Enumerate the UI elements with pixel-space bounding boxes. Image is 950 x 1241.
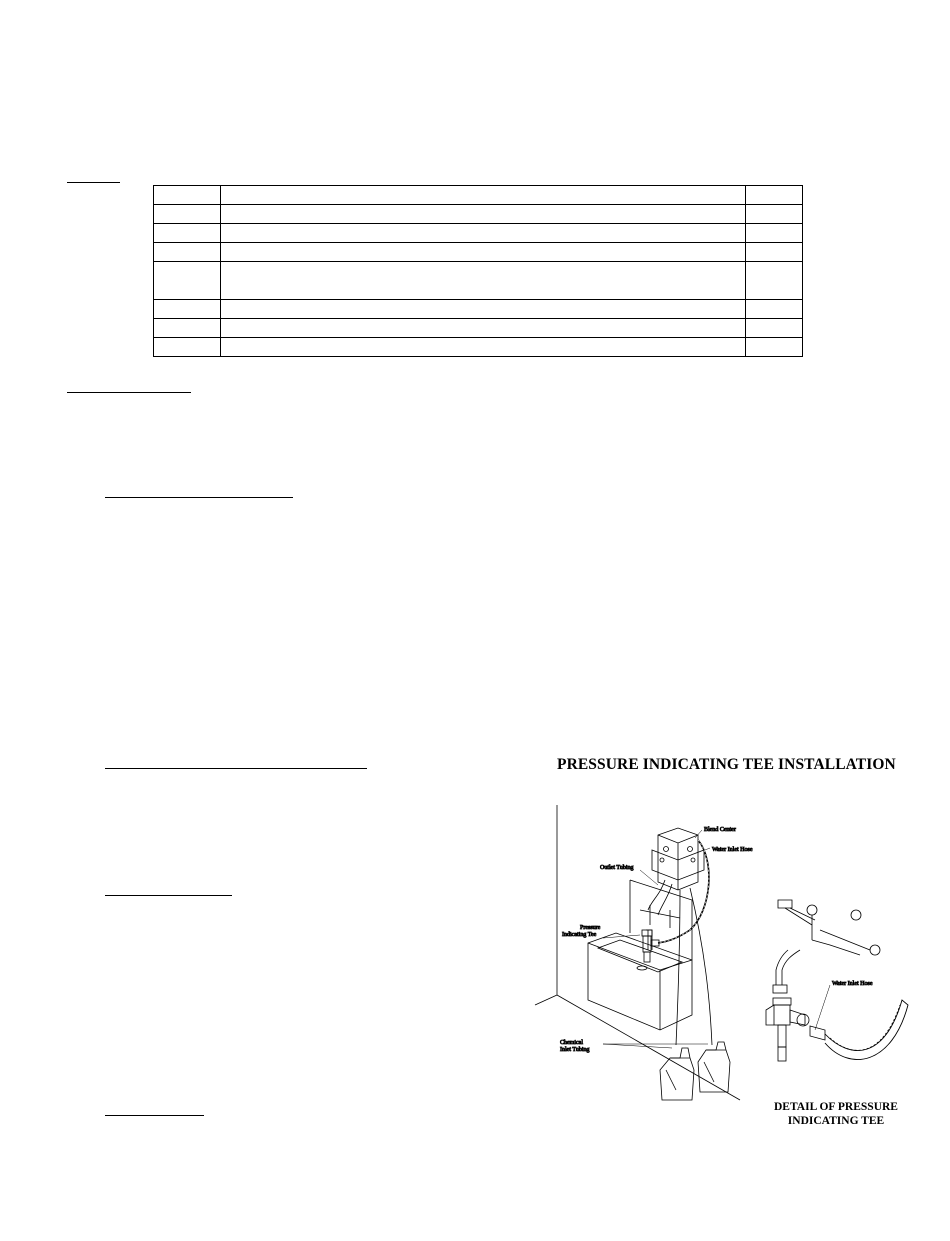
pressure-tee-label-2: Indicating Tee	[562, 932, 597, 938]
chemical-label-1: Chemical	[560, 1040, 583, 1046]
wall-outline	[535, 805, 740, 1100]
heading-underline-subsection-3	[105, 895, 232, 896]
detail-pressure-tee	[766, 998, 809, 1061]
heading-underline-parts	[67, 182, 120, 183]
chemical-label-2: Inlet Tubing	[560, 1047, 590, 1053]
detail-title-line-1: DETAIL OF PRESSURE	[774, 1101, 898, 1113]
blend-center-box	[652, 828, 704, 890]
water-inlet-hose-label: Water Inlet Hose	[712, 847, 753, 853]
detail-faucet	[773, 900, 880, 993]
heading-underline-subsection-2	[105, 768, 367, 769]
outlet-tubing	[640, 880, 680, 950]
label-leaders	[603, 830, 710, 1048]
table-row	[154, 319, 803, 338]
pressure-tee	[642, 930, 659, 962]
parts-table	[153, 185, 803, 357]
table-row	[154, 205, 803, 224]
table-row	[154, 262, 803, 300]
chemical-jug-left	[660, 1048, 694, 1100]
detail-water-inlet-hose-label: Water Inlet Hose	[832, 981, 873, 987]
sink-drawing	[588, 880, 692, 1030]
detail-title	[768, 1100, 904, 1128]
heading-underline-subsection-4	[105, 1115, 204, 1116]
chemical-inlet-tubing	[676, 888, 712, 1045]
chemical-jug-right	[698, 1042, 730, 1092]
detail-water-inlet-hose	[810, 985, 908, 1060]
blend-center-label: Blend Center	[704, 827, 736, 833]
figure-title: PRESSURE INDICATING TEE INSTALLATION	[557, 756, 896, 773]
pressure-tee-label-1: Pressure	[580, 925, 601, 931]
table-row	[154, 186, 803, 205]
heading-underline-subsection-1	[105, 497, 293, 498]
installation-drawing	[530, 800, 930, 1120]
heading-underline-installation	[67, 392, 191, 393]
table-row	[154, 224, 803, 243]
detail-title-line-2: INDICATING TEE	[787, 1115, 885, 1127]
table-row	[154, 300, 803, 319]
table-row	[154, 243, 803, 262]
table-row	[154, 338, 803, 357]
outlet-tubing-label: Outlet Tubing	[600, 865, 634, 871]
